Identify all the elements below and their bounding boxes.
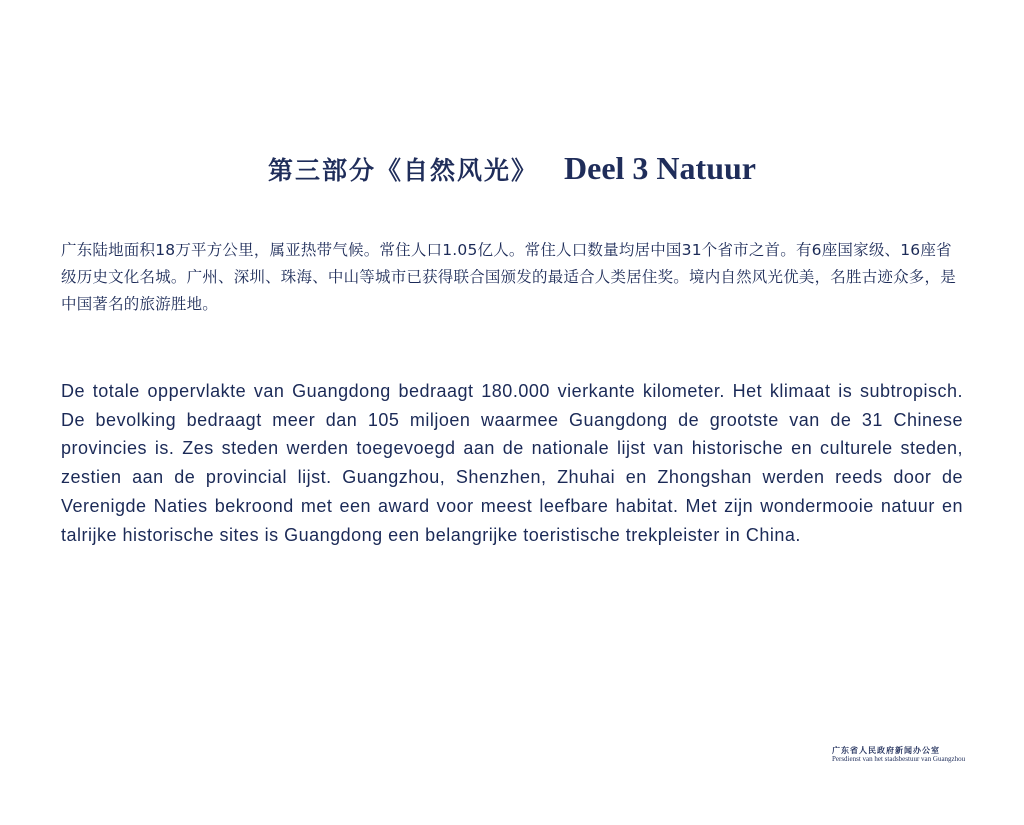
title-dutch: Deel 3 Natuur [564, 150, 756, 186]
publisher-footer [832, 745, 972, 764]
dutch-paragraph: De totale oppervlakte van Guangdong bedraagt 180.000 vierkante kilometer. Het klimaat is subtropisch. De bevolking bedraagt meer dan 105 miljoen waarmee Guangdong de grootste van de 31 Chinese provincies is. Zes steden werden toegevoegd aan de nationale lijst van historische en culturele steden, zestien aan de provincial lijst. Guangzhou, Shenzhen, Zhuhai en Zhongshan werden reeds door de Verenigde Naties bekroond met een award voor meest leefbare habitat. Met zijn wondermooie natuur en talrijke historische sites is Guangdong een belangrijke toeristische trekpleister in China. [61, 381, 963, 545]
page-title [0, 150, 1024, 198]
title-chinese: 第三部分《自然风光》 [268, 156, 539, 185]
chinese-paragraph: 广东陆地面积18万平方公里，属亚热带气候。常住人口1.05亿人。常住人口数量均居中国31个省市之首。有6座国家级、16座省级历史文化名城。广州、深圳、珠海、中山等城市已获得联合国颁发的最适合人类居住奖。境内自然风光优美，名胜古迹众多，是中国著名的旅游胜地。 [61, 241, 956, 313]
publisher-name-chinese: 广东省人民政府新闻办公室 [832, 745, 940, 755]
publisher-name-dutch: Persdienst van het stadsbestuur van Guangzhou [832, 755, 966, 763]
